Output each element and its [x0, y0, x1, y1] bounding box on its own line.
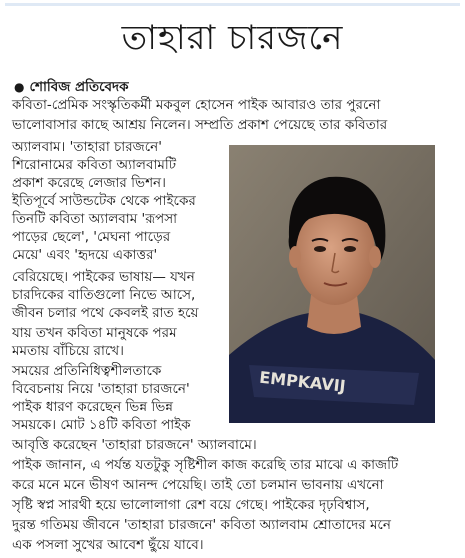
- body-line: যায় তখন কবিতা মানুষকে পরম: [12, 325, 177, 341]
- body-line: বিবেচনায় নিয়ে 'তাহারা চারজনে': [12, 381, 190, 397]
- body-line: পাড়ের ছেলে', 'মেঘনা পাড়ের: [12, 229, 171, 245]
- body-line: তিনটি কবিতা অ্যালবাম 'রূপসা: [12, 211, 178, 227]
- byline-text: শোবিজ প্রতিবেদক: [29, 79, 129, 95]
- body-line: চারদিকের বাতিগুলো নিভে আসে,: [12, 287, 196, 303]
- body-line: দুরন্ত গতিময় জীবনে 'তাহারা চারজনে' কবিতা অ্যালবাম শ্রোতাদের মনে: [12, 517, 391, 533]
- body-line: পাইক জানান, এ পর্যন্ত যতটুকু সৃষ্টিশীল কাজ করেছি তার মাঝে এ কাজটি: [12, 457, 399, 473]
- body-line: জীবন চলার পথে কেবলই রাত হয়ে: [12, 305, 199, 321]
- article-headline: তাহারা চারজনে: [121, 18, 344, 58]
- body-line: শিরোনামের কবিতা অ্যালবামটি: [12, 157, 177, 173]
- svg-text:EMPKAVIJ: EMPKAVIJ: [258, 367, 347, 396]
- body-line: ভালোবাসার কাছে আশ্রয় নিলেন। সম্প্রতি প্রকাশ পেয়েছে তার কবিতার: [12, 117, 388, 133]
- body-line: সময়ের প্রতিনিধিত্বশীলতাকে: [12, 363, 162, 379]
- body-line: ইতিপূর্বে সাউন্ডটেক থেকে পাইকের: [12, 193, 196, 209]
- top-divider: [5, 3, 460, 6]
- body-line: বেরিয়েছে। পাইকের ভাষায়— যখন: [12, 269, 195, 285]
- body-line: মেয়ে' এবং 'হৃদয়ে একাত্তর': [12, 247, 158, 263]
- body-line: অ্যালবাম। 'তাহারা চারজনে': [12, 139, 162, 155]
- body-line: সৃষ্টি স্বপ্ন সারথী হয়ে ভালোলাগা রেশ বয়ে গেছে। পাইকের দৃঢ়বিশ্বাস,: [12, 497, 370, 513]
- portrait-photo: [229, 145, 435, 423]
- body-line: করে মনে মনে ভীষণ আনন্দ পেয়েছি। তাই তো চলমান ভাবনায় এখনো: [12, 477, 384, 493]
- portrait-illustration: [229, 145, 435, 423]
- body-line: সময়কে। মোট ১৪টি কবিতা পাইক: [12, 417, 191, 433]
- body-line: কবিতা-প্রেমিক সংস্কৃতিকর্মী মকবুল হোসেন পাইক আবারও তার পুরনো: [12, 97, 381, 113]
- body-line: এক পসলা সুখের আবেশ ছুঁয়ে যাবে।: [12, 537, 204, 553]
- body-line: মমতায় বাঁচিয়ে রাখে।: [12, 343, 124, 359]
- bullet-icon: ●: [14, 80, 25, 94]
- body-line: আবৃত্তি করেছেন 'তাহারা চারজনে' অ্যালবামে।: [12, 437, 257, 453]
- body-line: পাইক ধারণ করেছেন ভিন্ন ভিন্ন: [12, 399, 173, 415]
- byline: [14, 78, 129, 96]
- body-line: প্রকাশ করেছে লেজার ভিশন।: [12, 175, 166, 191]
